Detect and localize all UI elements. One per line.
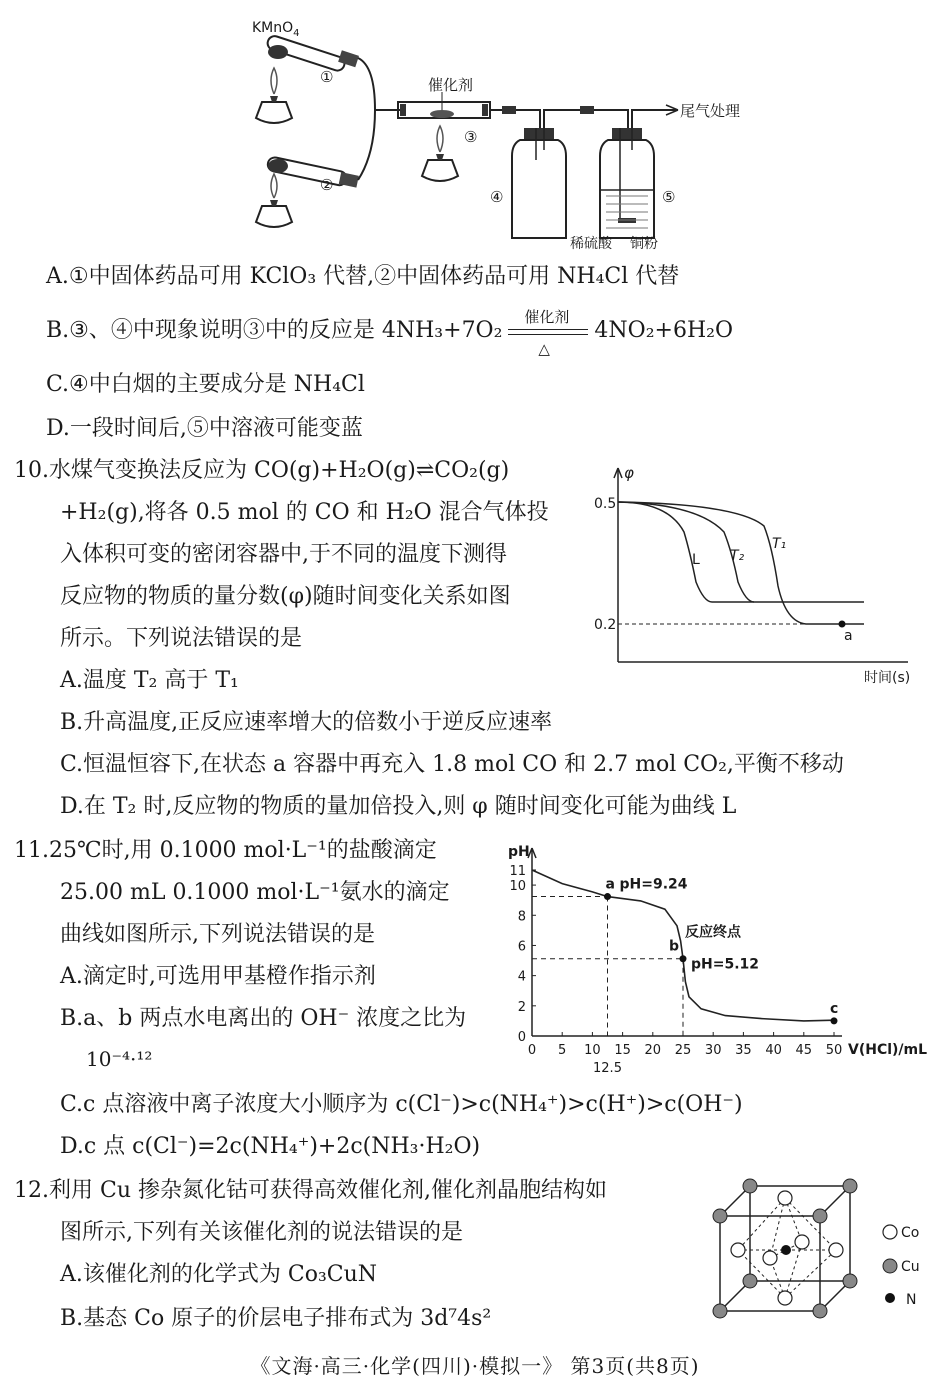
q12-stem-1: 12.利用 Cu 掺杂氮化钴可获得高效催化剂,催化剂晶胞结构如 (14, 1178, 607, 1203)
y-tick-4: 4 (517, 969, 526, 985)
y-tick-2: 2 (517, 999, 526, 1015)
x-tick-15: 15 (614, 1043, 631, 1058)
n-atom (781, 1245, 791, 1255)
label-4: ④ (490, 188, 504, 206)
q10-stem-1: 10.水煤气变换法反应为 CO(g)+H₂O(g)⇌CO₂(g) (14, 458, 510, 483)
label-L: L (692, 552, 700, 568)
phi-time-chart (588, 462, 938, 692)
page-footer: 《文海·高三·化学(四川)·模拟一》 第3页(共8页) (250, 1354, 700, 1378)
label-a-ph: pH=9.24 (619, 876, 688, 893)
label-T1: T₁ (772, 536, 787, 552)
y-tick-05: 0.5 (594, 496, 617, 512)
alcohol-lamp-1 (256, 68, 292, 123)
bottle-4 (512, 128, 566, 238)
label-5: ⑤ (662, 188, 676, 206)
label-1: ① (320, 68, 334, 86)
y-tick-11: 11 (509, 864, 526, 879)
titration-chart (500, 836, 940, 1082)
x-extra-label: 12.5 (593, 1061, 622, 1076)
q11-option-a: A.滴定时,可选用甲基橙作指示剂 (60, 964, 376, 989)
q10-option-b: B.升高温度,正反应速率增大的倍数小于逆反应速率 (60, 710, 553, 735)
x-axis-label: V(HCl)/mL (848, 1042, 928, 1058)
q10-option-d: D.在 T₂ 时,反应物的物质的量加倍投入,则 φ 随时间变化可能为曲线 L (60, 794, 737, 819)
x-tick-20: 20 (644, 1043, 662, 1058)
x-tick-35: 35 (735, 1043, 752, 1058)
x-tick-50: 50 (825, 1043, 843, 1058)
label-2: ② (320, 176, 334, 194)
q9-option-a: A.①中固体药品可用 KClO₃ 代替,②中固体药品可用 NH₄Cl 代替 (46, 264, 680, 289)
y-tick-10: 10 (509, 879, 526, 895)
point-b (680, 955, 687, 962)
test-tube-1 (266, 34, 359, 72)
q11-option-b-value: 10⁻⁴·¹² (86, 1047, 153, 1071)
y-tick-02: 0.2 (594, 617, 617, 633)
alcohol-lamp-3 (422, 126, 458, 181)
q11-option-c: C.c 点溶液中离子浓度大小顺序为 c(Cl⁻)>c(NH₄⁺)>c(H⁺)>c(OH⁻) (60, 1092, 743, 1117)
point-c (831, 1017, 838, 1024)
q12-stem-2: 图所示,下列有关该催化剂的说法错误的是 (60, 1220, 463, 1245)
q11-stem-3: 曲线如图所示,下列说法错误的是 (60, 922, 375, 947)
q11-stem-2: 25.00 mL 0.1000 mol·L⁻¹氨水的滴定 (60, 880, 450, 905)
y-tick-6: 6 (517, 939, 526, 955)
catalyst-tube-3 (398, 102, 490, 118)
point-a (604, 893, 611, 900)
reaction-condition: 催化剂 △ (502, 316, 594, 346)
label-c: c (830, 1000, 839, 1017)
label-b: b (669, 938, 680, 955)
y-tick-8: 8 (517, 909, 526, 925)
kmno4-label: KMnO$_4$ (252, 20, 300, 39)
x-tick-45: 45 (795, 1043, 813, 1058)
x-tick-10: 10 (584, 1043, 601, 1058)
q12-option-b: B.基态 Co 原子的价层电子排布式为 3d⁷4s² (60, 1306, 492, 1331)
label-a: a (844, 628, 853, 644)
point-a (839, 621, 846, 628)
q11-stem-1: 11.25℃时,用 0.1000 mol·L⁻¹的盐酸滴定 (14, 838, 437, 863)
x-tick-30: 30 (704, 1043, 722, 1058)
label-a: a (605, 876, 615, 893)
label-T2: T₂ (730, 548, 745, 564)
x-tick-40: 40 (765, 1043, 782, 1058)
legend-cu: Cu (901, 1259, 920, 1275)
label-3: ③ (464, 128, 478, 146)
copper-powder-label: 铜粉 (630, 236, 658, 250)
dilute-acid-label: 稀硫酸 (570, 236, 612, 250)
x-axis-label: 时间(s) (864, 670, 911, 686)
test-tube-2 (267, 156, 359, 187)
q11-option-b: B.a、b 两点水电离出的 OH⁻ 浓度之比为 (60, 1006, 467, 1031)
q12-option-a: A.该催化剂的化学式为 Co₃CuN (60, 1262, 378, 1287)
q9-option-d: D.一段时间后,⑤中溶液可能变蓝 (46, 416, 363, 441)
q10-stem-4: 反应物的物质的量分数(φ)随时间变化关系如图 (60, 584, 511, 609)
q9-option-c: C.④中白烟的主要成分是 NH₄Cl (46, 372, 365, 397)
legend-n: N (906, 1292, 917, 1308)
tail-gas-label: 尾气处理 (680, 102, 741, 120)
q11-option-d: D.c 点 c(Cl⁻)=2c(NH₄⁺)+2c(NH₃·H₂O) (60, 1134, 481, 1159)
crystal-cell-diagram (700, 1176, 940, 1326)
y-axis-label: pH (508, 844, 530, 860)
q10-option-a: A.温度 T₂ 高于 T₁ (60, 668, 239, 693)
apparatus-diagram (240, 10, 760, 250)
q9-option-b: B.③、④中现象说明③中的反应是 4NH₃+7O₂ 催化剂 △ 4NO₂+6H₂O (46, 308, 733, 358)
q10-stem-3: 入体积可变的密闭容器中,于不同的温度下测得 (60, 542, 507, 567)
x-tick-25: 25 (674, 1043, 692, 1058)
catalyst-label: 催化剂 (428, 76, 474, 94)
alcohol-lamp-2 (256, 174, 292, 227)
x-tick-5: 5 (558, 1043, 567, 1058)
label-b-ph: pH=5.12 (691, 956, 760, 973)
y-tick-0: 0 (517, 1030, 526, 1045)
q10-stem-5: 所示。下列说法错误的是 (60, 626, 303, 651)
label-b-endpoint: 反应终点 (685, 924, 741, 941)
legend-co: Co (901, 1225, 920, 1241)
q10-stem-2: +H₂(g),将各 0.5 mol 的 CO 和 H₂O 混合气体投 (60, 500, 549, 525)
y-axis-label: φ (624, 464, 634, 482)
q10-option-c: C.恒温恒容下,在状态 a 容器中再充入 1.8 mol CO 和 2.7 mol CO₂,平衡不移动 (60, 752, 844, 777)
bottle-5 (600, 128, 654, 238)
x-tick-0: 0 (527, 1043, 537, 1058)
